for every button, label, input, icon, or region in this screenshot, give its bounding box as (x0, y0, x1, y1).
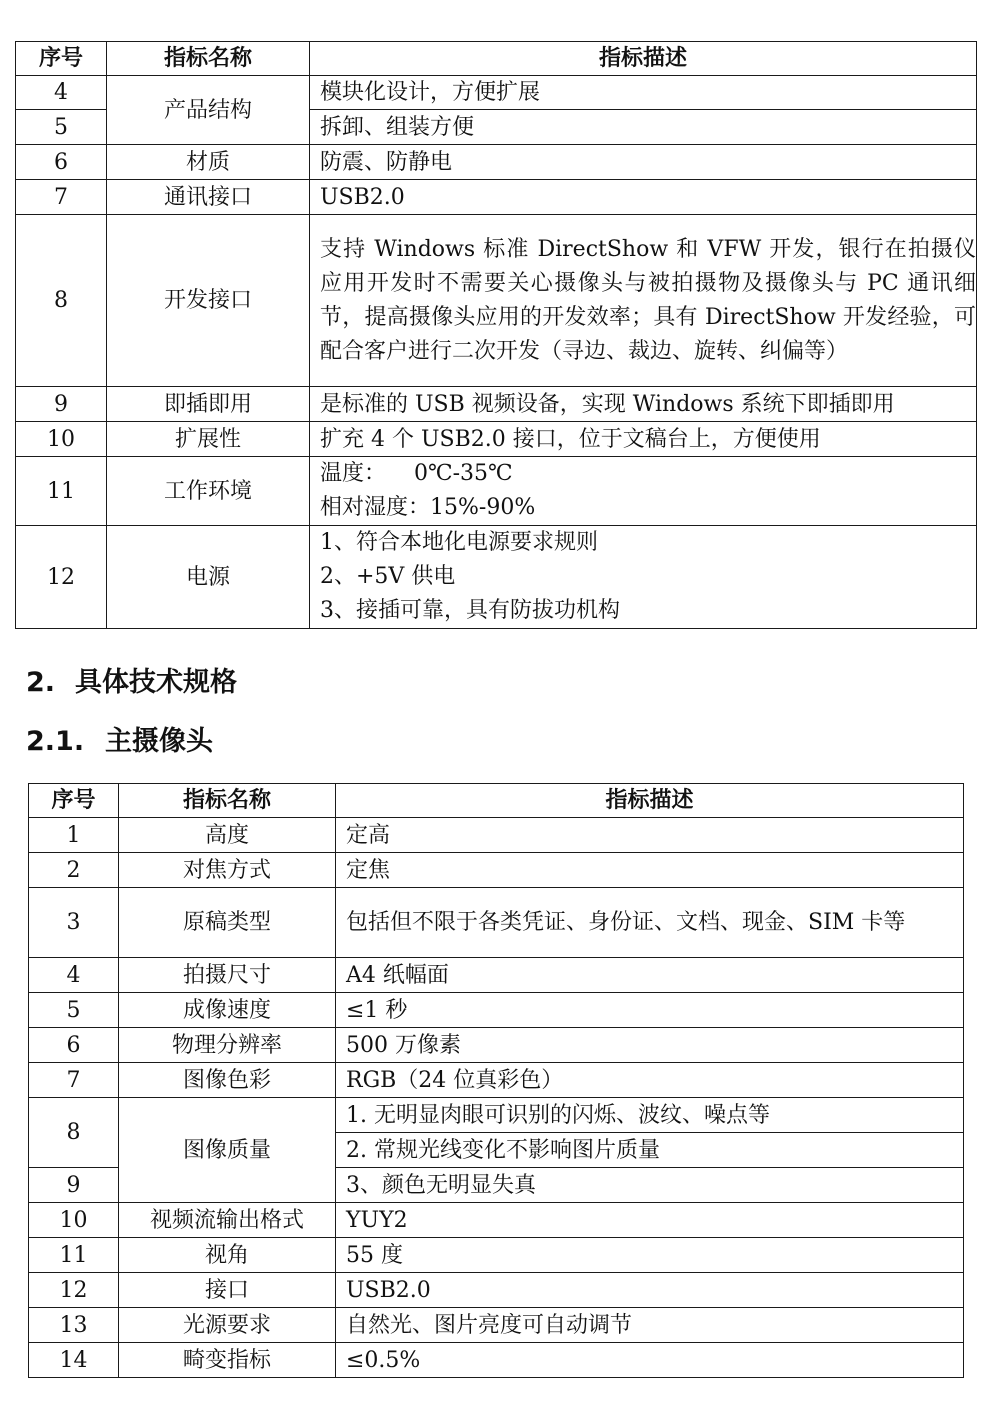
row-number: 12 (29, 1273, 119, 1308)
table-row (29, 1028, 964, 1063)
row-description: A4 纸幅面 (336, 958, 964, 993)
row-name: 高度 (119, 818, 336, 853)
row-description: USB2.0 (310, 180, 977, 215)
row-number: 7 (29, 1063, 119, 1098)
row-number: 13 (29, 1308, 119, 1343)
spec-table-general (15, 41, 977, 629)
table-row (29, 1203, 964, 1238)
table-row (16, 526, 977, 629)
row-description: 3、颜色无明显失真 (336, 1168, 964, 1203)
row-name: 物理分辨率 (119, 1028, 336, 1063)
column-header-no: 序号 (16, 42, 107, 76)
table-row (16, 145, 977, 180)
row-number: 4 (29, 958, 119, 993)
row-name: 拍摄尺寸 (119, 958, 336, 993)
row-number: 11 (16, 457, 107, 526)
table-row (29, 1238, 964, 1273)
table-row (29, 1063, 964, 1098)
row-number: 11 (29, 1238, 119, 1273)
row-number: 6 (29, 1028, 119, 1063)
row-name: 材质 (107, 145, 310, 180)
row-name: 工作环境 (107, 457, 310, 526)
row-number: 5 (16, 110, 107, 145)
row-description: 是标准的 USB 视频设备，实现 Windows 系统下即插即用 (310, 387, 977, 422)
row-number: 5 (29, 993, 119, 1028)
row-number: 6 (16, 145, 107, 180)
row-number: 9 (29, 1168, 119, 1203)
column-header-no: 序号 (29, 784, 119, 818)
row-description: 1. 无明显肉眼可识别的闪烁、波纹、噪点等 (336, 1098, 964, 1133)
table-row (29, 818, 964, 853)
row-number: 1 (29, 818, 119, 853)
row-description (310, 526, 977, 629)
spec-table-main-camera (28, 783, 964, 1378)
row-name: 产品结构 (107, 76, 310, 145)
row-description: 500 万像素 (336, 1028, 964, 1063)
table-row (16, 457, 977, 526)
row-name: 畸变指标 (119, 1343, 336, 1378)
table-row (29, 888, 964, 958)
table-row (16, 215, 977, 387)
column-header-desc: 指标描述 (336, 784, 964, 818)
table-row (29, 1343, 964, 1378)
row-number: 14 (29, 1343, 119, 1378)
row-name: 扩展性 (107, 422, 310, 457)
row-description: 55 度 (336, 1238, 964, 1273)
section-title: 主摄像头 (105, 726, 213, 757)
column-header-desc: 指标描述 (310, 42, 977, 76)
table-header-row (16, 42, 977, 76)
table-row (16, 387, 977, 422)
row-description (310, 457, 977, 526)
section-number: 2. (26, 667, 56, 698)
row-name: 通讯接口 (107, 180, 310, 215)
row-description: 定高 (336, 818, 964, 853)
power-line-2: 2、+5V 供电 (320, 564, 456, 589)
row-description: 模块化设计，方便扩展 (310, 76, 977, 110)
row-name: 原稿类型 (119, 888, 336, 958)
column-header-name: 指标名称 (107, 42, 310, 76)
row-name: 视角 (119, 1238, 336, 1273)
row-name: 对焦方式 (119, 853, 336, 888)
table-row (29, 993, 964, 1028)
section-heading-specs (26, 660, 237, 699)
section-title: 具体技术规格 (75, 667, 237, 698)
row-number: 9 (16, 387, 107, 422)
row-description: 防震、防静电 (310, 145, 977, 180)
row-number: 10 (29, 1203, 119, 1238)
table-row (29, 853, 964, 888)
section-number: 2.1. (26, 726, 85, 757)
row-description: 拆卸、组装方便 (310, 110, 977, 145)
section-heading-main-camera (26, 719, 213, 758)
row-number: 3 (29, 888, 119, 958)
table-row (16, 76, 977, 110)
row-number: 8 (29, 1098, 119, 1168)
row-description: 定焦 (336, 853, 964, 888)
row-name: 图像色彩 (119, 1063, 336, 1098)
row-number: 12 (16, 526, 107, 629)
row-description: 2. 常规光线变化不影响图片质量 (336, 1133, 964, 1168)
power-line-3: 3、接插可靠，具有防拔功机构 (320, 598, 620, 623)
row-name: 即插即用 (107, 387, 310, 422)
table-header-row (29, 784, 964, 818)
row-description: RGB（24 位真彩色） (336, 1063, 964, 1098)
row-description: 包括但不限于各类凭证、身份证、文档、现金、SIM 卡等 (336, 888, 964, 958)
row-number: 4 (16, 76, 107, 110)
row-description: 支持 Windows 标准 DirectShow 和 VFW 开发，银行在拍摄仪应用开发时不需要关心摄像头与被拍摄物及摄像头与 PC 通讯细节，提高摄像头应用的开发效率；具有 DirectShow 开发经验，可配合客户进行二次开发（寻边、裁边、旋转、纠偏等） (310, 215, 977, 387)
row-description: YUY2 (336, 1203, 964, 1238)
table-row (29, 958, 964, 993)
row-number: 10 (16, 422, 107, 457)
row-number: 8 (16, 215, 107, 387)
row-name: 开发接口 (107, 215, 310, 387)
row-name: 光源要求 (119, 1308, 336, 1343)
row-number: 7 (16, 180, 107, 215)
table-row (29, 1273, 964, 1308)
row-description: USB2.0 (336, 1273, 964, 1308)
row-name: 电源 (107, 526, 310, 629)
row-description: ≤1 秒 (336, 993, 964, 1028)
column-header-name: 指标名称 (119, 784, 336, 818)
row-number: 2 (29, 853, 119, 888)
row-name: 接口 (119, 1273, 336, 1308)
row-name: 视频流输出格式 (119, 1203, 336, 1238)
power-line-1: 1、符合本地化电源要求规则 (320, 530, 598, 555)
table-row (16, 180, 977, 215)
row-name: 成像速度 (119, 993, 336, 1028)
row-name: 图像质量 (119, 1098, 336, 1203)
row-description: 扩充 4 个 USB2.0 接口，位于文稿台上，方便使用 (310, 422, 977, 457)
row-description: ≤0.5% (336, 1343, 964, 1378)
humidity-line: 相对湿度：15%-90% (320, 495, 536, 520)
row-description: 自然光、图片亮度可自动调节 (336, 1308, 964, 1343)
temperature-line: 温度： 0℃-35℃ (320, 461, 513, 486)
table-row (29, 1308, 964, 1343)
table-row (16, 422, 977, 457)
table-row (29, 1098, 964, 1133)
